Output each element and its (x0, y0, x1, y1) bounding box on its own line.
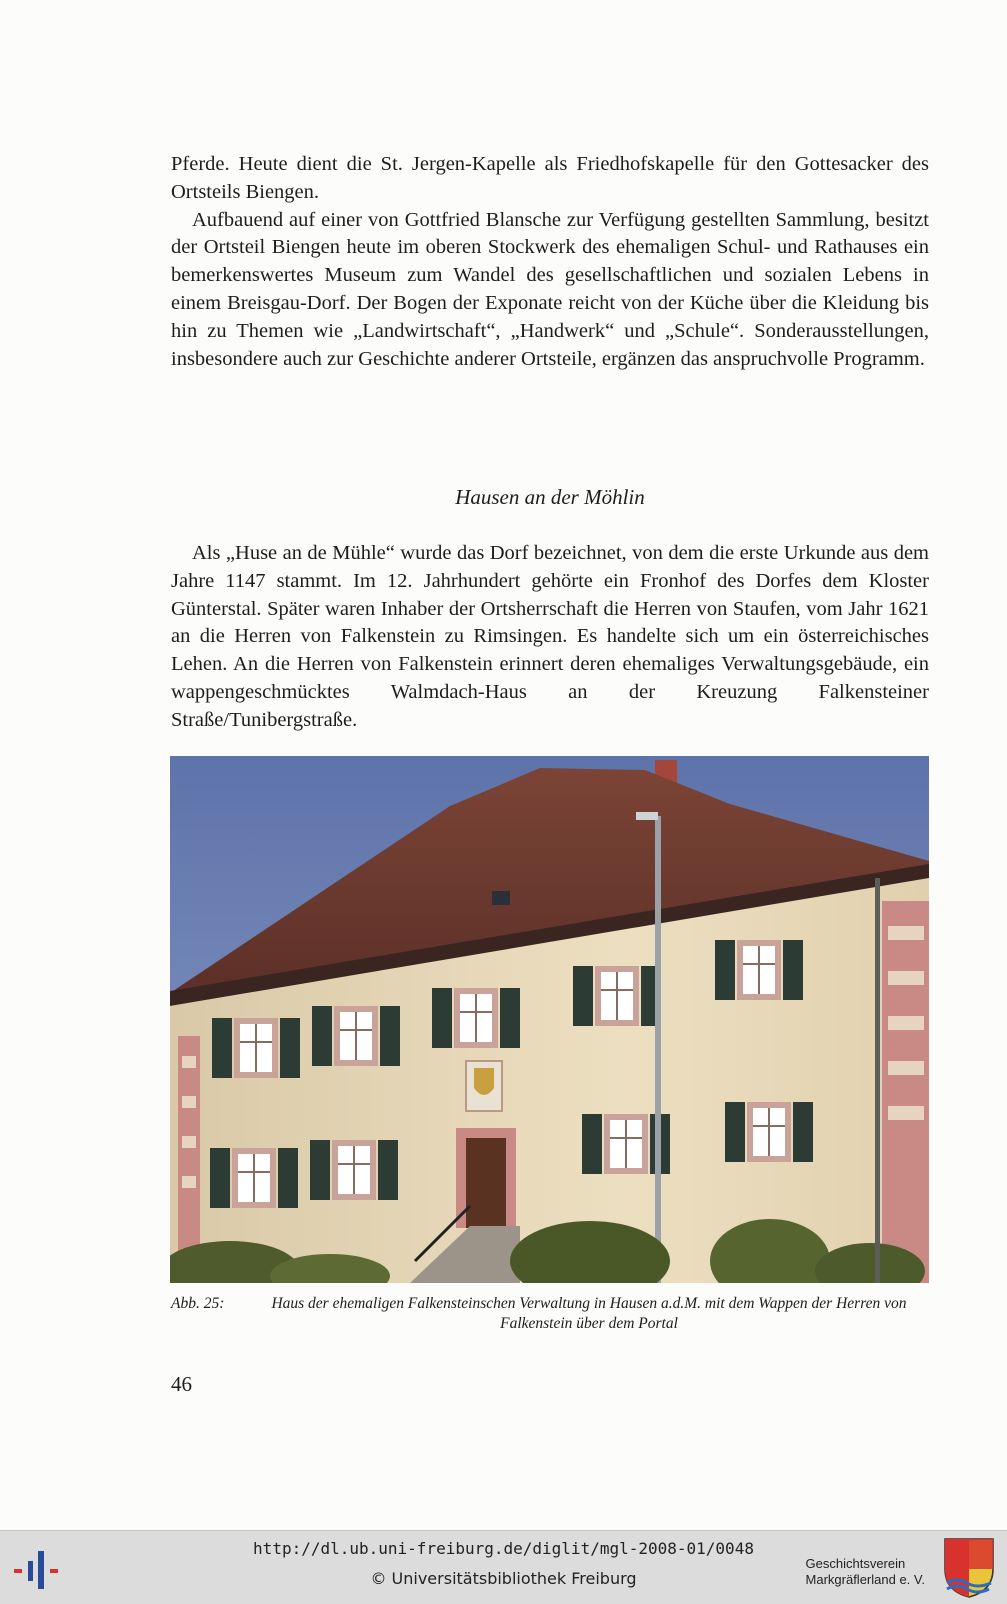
footer-copyright: © Universitätsbibliothek Freiburg (370, 1569, 637, 1588)
body-text-block-2 (171, 540, 929, 735)
caption-text: Haus der ehemaligen Falkensteinschen Verwaltung in Hausen a.d.M. mit dem Wappen der Herren von Falkenstein über dem Portal (271, 1295, 907, 1332)
figure-caption (171, 1294, 929, 1334)
paragraph: Als „Huse an de Mühle“ wurde das Dorf bezeichnet, von dem die erste Urkunde aus dem Jahre 1147 stammt. Im 12. Jahrhundert gehörte ein Fronhof des Dorfes dem Kloster Günterstal. Später waren Inhaber der Ortsherrschaft die Herren von Staufen, vom Jahr 1621 an die Herren von Falkenstein zu Rimsingen. Es handelte sich um ein österreichisches Lehen. An die Herren von Falkenstein erinnert deren ehemaliges Verwaltungsgebäude, ein wappengeschmücktes Walmdach-Haus an der Kreuzung Falkensteiner Straße/Tunibergstraße. (171, 542, 929, 731)
caption-label: Abb. 25: (171, 1295, 225, 1312)
building-photo (170, 756, 929, 1283)
footer-bar (0, 1530, 1007, 1604)
body-text-block-1 (171, 151, 929, 373)
paragraph: Aufbauend auf einer von Gottfried Blansche zur Verfügung gestellten Sammlung, besitzt der Ortsteil Biengen heute im oberen Stockwerk des ehemaligen Schul- und Rathauses ein bemerkenswertes Museum zum Wandel des gesellschaftlichen und sozialen Lebens in einem Breisgau-Dorf. Der Bogen der Exponate reicht von der Küche über die Kleidung bis hin zu Themen wie „Landwirtschaft“, „Handwerk“ und „Schule“. Sonderausstellungen, insbesondere auch zur Geschichte anderer Ortsteile, ergänzen das anspruchvolle Programm. (171, 208, 929, 370)
footer-url-link[interactable]: http://dl.ub.uni-freiburg.de/diglit/mgl-2008-01/0048 (253, 1539, 754, 1558)
society-name (806, 1556, 925, 1588)
paragraph: Pferde. Heute dient die St. Jergen-Kapelle als Friedhofskapelle für den Gottesacker des Ortsteils Biengen. (171, 153, 929, 203)
coat-of-arms-mural (466, 1061, 502, 1111)
section-heading: Hausen an der Möhlin (455, 485, 645, 509)
coat-of-arms-icon (943, 1537, 995, 1599)
society-line-1: Geschichtsverein (805, 1556, 906, 1571)
society-line-2: Markgräflerland e. V. (805, 1572, 925, 1587)
page-number: 46 (171, 1372, 192, 1396)
